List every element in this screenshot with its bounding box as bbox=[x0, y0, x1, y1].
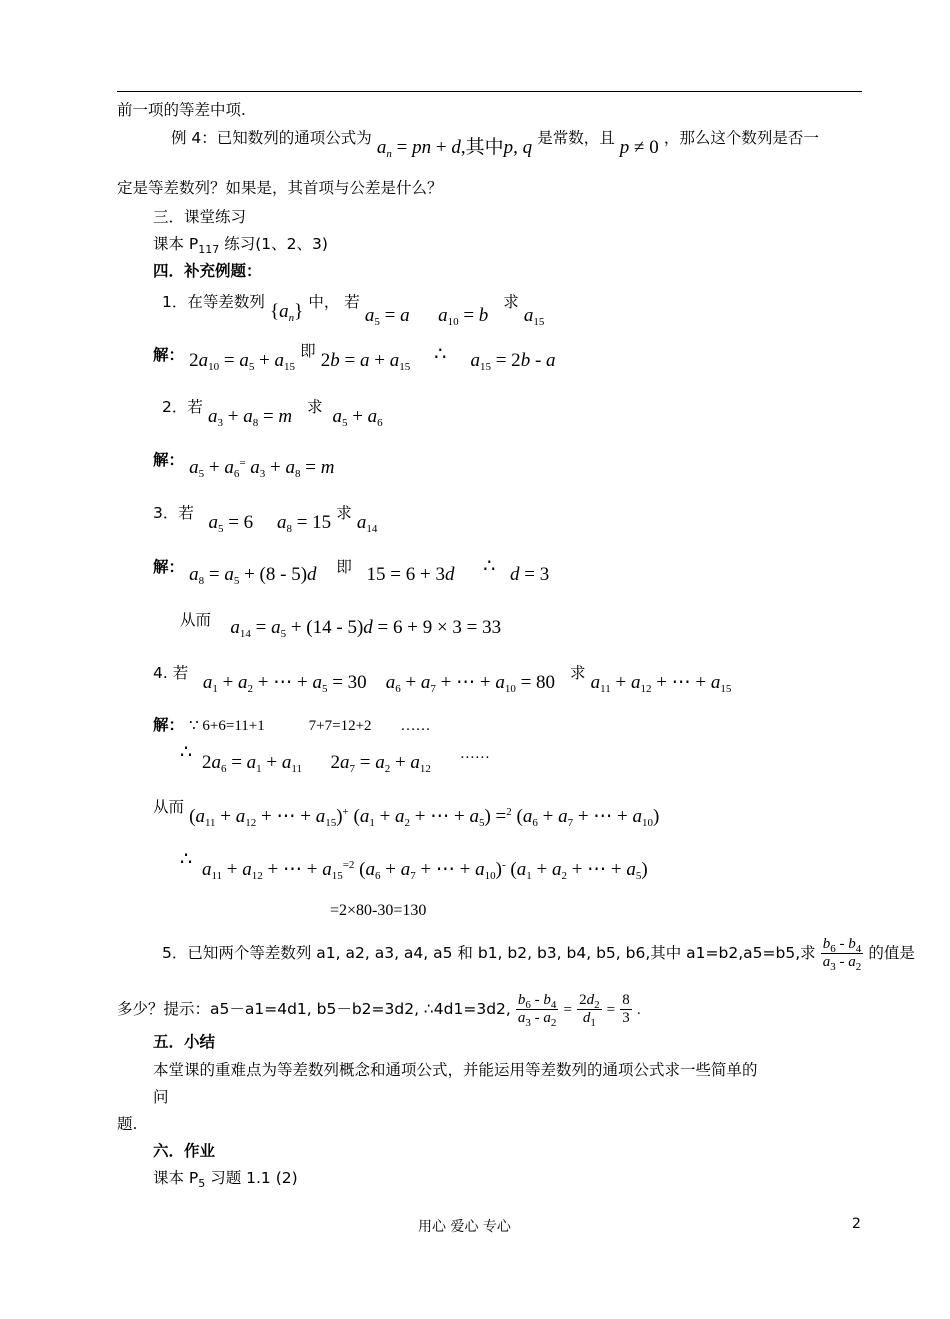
formula: $a_5 + a_6$ bbox=[332, 406, 383, 429]
section-heading: 四．补充例题： bbox=[153, 262, 262, 280]
formula: $a_{11} + a_{12}$ + ⋯ + $a_{15}$ bbox=[590, 672, 732, 695]
formula: $a_{14}$ bbox=[356, 512, 378, 535]
section-heading: 六．作业 bbox=[153, 1142, 216, 1160]
solution-2: 解： $a_5 + a_6^=$ $a_3 + a_8 = m$ bbox=[153, 451, 335, 480]
problem-1: 1．在等差数列 $\{a_n\}$ 中， 若 $a_5 = a$ $a_{10} = b$ 求 $a_{15}$ bbox=[162, 293, 545, 328]
footer-motto: 用心 爱心 专心 bbox=[418, 1219, 511, 1235]
page-number: 2 bbox=[852, 1216, 861, 1232]
solution-3-cont: 从而 $a_{14} = a_5 + (14 - 5)d = 6 + 9 \times 3 = 33$ bbox=[180, 611, 502, 640]
formula: 15 = 6 + 3d bbox=[357, 564, 455, 585]
formula: $a_{15} = 2b - a$ bbox=[470, 350, 556, 373]
fraction: $\frac{8}{3}$ bbox=[622, 992, 630, 1026]
formula: $2a_{10} = a_5 + a_{15}$ bbox=[189, 350, 296, 373]
problem-3: 3．若 $a_5 = 6$ $a_8 = 15$ 求 $a_{14}$ bbox=[153, 504, 378, 535]
formula: $a_5 = 6$ $a_8 = 15$ bbox=[208, 512, 332, 535]
solution-4-result: =2×80-30=130 bbox=[330, 902, 427, 919]
text-line: 题. bbox=[117, 1115, 138, 1133]
formula: d = 3 bbox=[509, 564, 550, 585]
formula: p ≠ 0 bbox=[619, 137, 659, 158]
fraction: $\frac{b_6 - b_4}{a_3 - a_2}$ bbox=[822, 936, 862, 973]
formula: $a_5 + a_6^=$ $a_3 + a_8 = m$ bbox=[189, 457, 335, 480]
solution-4-line1: 解： ∵ 6+6=11+1 7+7=12+2 …… bbox=[153, 716, 431, 734]
formula: $a_{15}$ bbox=[523, 305, 545, 328]
solution-4-line4: ∴ $a_{11} + a_{12}$ + ⋯ + $a_{15}^{=2}$ ($a_6 + a_7$ + ⋯ + $a_{10})^-$ ($a_1 + a_2$ + ⋯ + $a_5$) bbox=[180, 849, 648, 882]
solution-3: 解： $a_8 = a_5 + (8 - 5)d$ 即 15 = 6 + 3d ∴ d = 3 bbox=[153, 556, 550, 587]
formula: $a_8 = a_5 + (8 - 5)d$ bbox=[189, 564, 317, 587]
text-line: 定是等差数列？如果是，其首项与公差是什么？ bbox=[117, 179, 443, 197]
formula: $a_{11} + a_{12}$ + ⋯ + $a_{15}^{=2}$ ($a_6 + a_7$ + ⋯ + $a_{10})^-$ ($a_1 + a_2$ + ⋯ + $a_5$) bbox=[201, 859, 648, 882]
example-4-line: 例 4：已知数列的通项公式为 $a_n$ = pn + d,其中p, q 是常数，且 p ≠ 0 ，那么这个数列是否一 bbox=[171, 129, 819, 160]
formula: $a_n$ = pn + d,其中p, q bbox=[376, 137, 533, 160]
formula: $\{a_n\}$ bbox=[269, 301, 304, 324]
problem-5: 5．已知两个等差数列 a1, a2, a3, a4, a5 和 b1, b2, b3, b4, b5, b6,其中 a1=b2,a5=b5,求 $\frac{b_6 - b_4}{a_3 - a_2}$ 的值是 bbox=[162, 936, 915, 973]
header-rule bbox=[117, 91, 862, 92]
text-line: 课本 $P_5$ 习题 1.1 (2) bbox=[153, 1169, 298, 1190]
formula: $a_5 = a$ $a_{10} = b$ bbox=[364, 305, 489, 328]
formula: $a_{14} = a_5 + (14 - 5)d = 6 + 9 \times 3 = 33$ bbox=[230, 617, 502, 640]
formula: ($a_{11} + a_{12}$ + ⋯ + $a_{15})^+$ ($a_1 + a_2$ + ⋯ + $a_5) =^2$ ($a_6 + a_7$ + ⋯ + $a_{10}$) bbox=[189, 806, 660, 829]
formula: $a_3 + a_8 = m$ bbox=[207, 406, 293, 429]
solution-4-line2: ∴ $2a_6 = a_1 + a_{11}$ $2a_7 = a_2 + a_{12}$ …… bbox=[180, 742, 490, 775]
text-line: 本堂课的重难点为等差数列概念和通项公式，并能运用等差数列的通项公式求一些简单的 bbox=[153, 1061, 758, 1079]
text-line: 前一项的等差中项. bbox=[117, 101, 246, 119]
solution-1: 解： $2a_{10} = a_5 + a_{15}$ 即 $2b = a + a_{15}$ ∴ $a_{15} = 2b - a$ bbox=[153, 342, 556, 373]
fraction: $\frac{2d_2}{d_1}$ bbox=[579, 992, 600, 1029]
formula: $2a_6 = a_1 + a_{11}$ $2a_7 = a_2 + a_{12}$ bbox=[197, 752, 431, 775]
text-line: 问 bbox=[153, 1088, 169, 1106]
fraction: $\frac{b_6 - b_4}{a_3 - a_2}$ bbox=[517, 992, 557, 1029]
text-line: 课本 $P_{117}$ 练习(1、2、3) bbox=[153, 235, 328, 256]
section-heading: 五．小结 bbox=[153, 1033, 216, 1051]
section-heading: 三．课堂练习 bbox=[153, 208, 247, 226]
formula: $a_1 + a_2$ + ⋯ + $a_5 = 30$ $a_6 + a_7$ + ⋯ + $a_{10} = 80$ bbox=[202, 672, 556, 695]
problem-2: 2．若 $a_3 + a_8 = m$ 求 $a_5 + a_6$ bbox=[162, 398, 383, 429]
solution-4-line3: 从而 ($a_{11} + a_{12}$ + ⋯ + $a_{15})^+$ ($a_1 + a_2$ + ⋯ + $a_5) =^2$ ($a_6 + a_7$ + ⋯ + $a_{10}$) bbox=[153, 798, 660, 829]
formula: $2b = a + a_{15}$ bbox=[320, 350, 411, 373]
problem-5-hint: 多少？提示：a5－a1=4d1, b5－b2=3d2, ∴4d1=3d2, $\frac{b_6 - b_4}{a_3 - a_2}$ = $\frac{2d_2}{d_1}$ = $\frac{8}{3}$ . bbox=[117, 992, 641, 1029]
problem-4: 4. 若 $a_1 + a_2$ + ⋯ + $a_5 = 30$ $a_6 + a_7$ + ⋯ + $a_{10} = 80$ 求 $a_{11} + a_{12}$ + ⋯ + $a_{15}$ bbox=[153, 664, 732, 695]
